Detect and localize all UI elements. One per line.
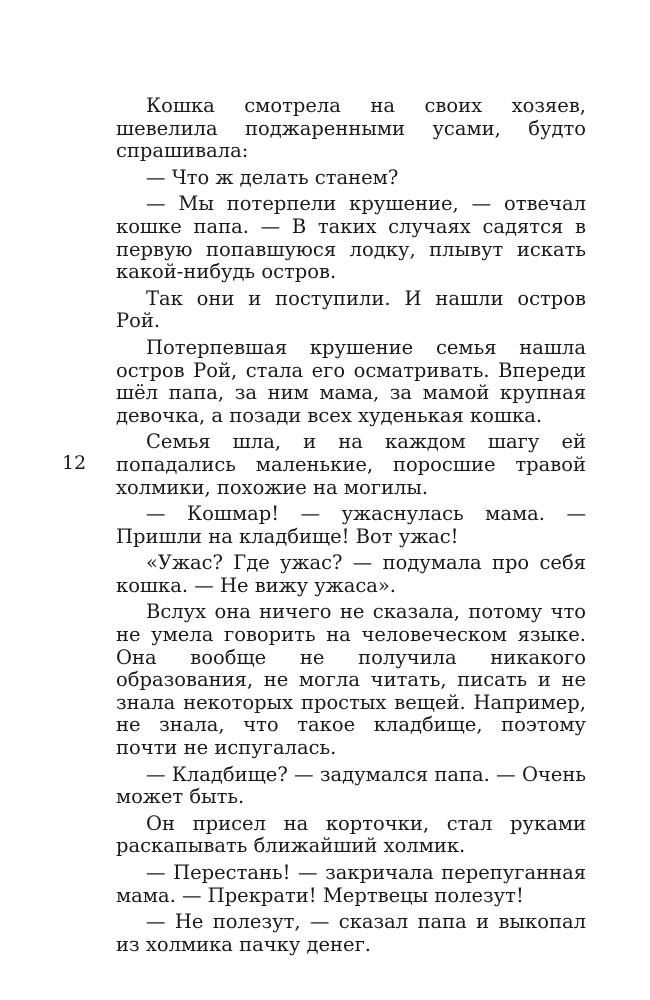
paragraph: Вслух она ничего не сказала, потому что не умела говорить на человеческом языке. Она вообще не получила никакого образования, не могла читать, писать и не знала некоторых простых вещей. Например, не знала, что такое кладбище, поэтому почти не испугалась. <box>116 600 586 760</box>
body-text <box>116 95 586 956</box>
paragraph: — Мы потерпели крушение, — отвечал кошке папа. — В таких случаях садятся в первую попавшуюся лодку, плывут искать какой-нибудь остров. <box>116 192 586 284</box>
paragraph: Семья шла, и на каждом шагу ей попадались маленькие, поросшие травой холмики, похожие на могилы. <box>116 430 586 499</box>
paragraph: Кошка смотрела на своих хозяев, шевелила поджаренными усами, будто спрашивала: <box>116 94 586 163</box>
paragraph: Он присел на корточки, стал руками раскапывать ближайший холмик. <box>116 811 586 858</box>
paragraph: Потерпевшая крушение семья нашла остров Рой, стала его осматривать. Впереди шёл папа, за ним мама, за мамой крупная девочка, а позади всех худенькая кошка. <box>116 335 586 427</box>
paragraph: — Перестань! — закричала перепуганная мама. — Прекрати! Мертвецы полезут! <box>116 861 586 907</box>
paragraph: — Кладбище? — задумался папа. — Очень может быть. <box>116 762 586 809</box>
paragraph: «Ужас? Где ужас? — подумала про себя кошка. — Не вижу ужаса». <box>116 551 586 597</box>
paragraph: Так они и поступили. И нашли остров Рой. <box>116 286 586 333</box>
page-number: 12 <box>62 452 87 474</box>
paragraph: — Что ж делать станем? <box>146 165 399 189</box>
paragraph: — Кошмар! — ужаснулась мама. — Пришли на кладбище! Вот ужас! <box>116 502 586 548</box>
paragraph: — Не полезут, — сказал папа и выкопал из холмика пачку денег. <box>116 910 586 956</box>
